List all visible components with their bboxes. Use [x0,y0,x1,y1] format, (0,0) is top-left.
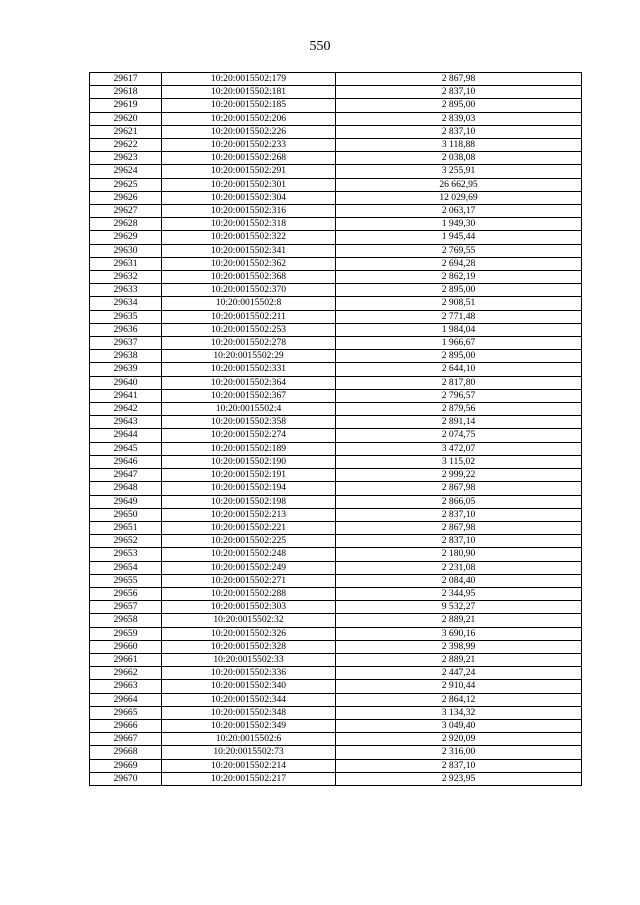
table-row [90,337,582,350]
table-row [90,667,582,680]
table-row [90,601,582,614]
row-number-cell: 29650 [90,508,162,521]
row-number-cell: 29622 [90,139,162,152]
value-cell: 3 472,07 [336,442,582,455]
cadastral-number-cell: 10:20:0015502:318 [162,218,336,231]
table-row [90,759,582,772]
cadastral-number-cell: 10:20:0015502:340 [162,680,336,693]
table-row [90,205,582,218]
cadastral-number-cell: 10:20:0015502:368 [162,271,336,284]
value-cell: 2 891,14 [336,416,582,429]
value-cell: 2 867,98 [336,521,582,534]
value-cell: 2 837,10 [336,535,582,548]
cadastral-number-cell: 10:20:0015502:211 [162,310,336,323]
cadastral-number-cell: 10:20:0015502:179 [162,73,336,86]
cadastral-number-cell: 10:20:0015502:217 [162,772,336,785]
value-cell: 2 180,90 [336,548,582,561]
cadastral-number-cell: 10:20:0015502:6 [162,733,336,746]
row-number-cell: 29644 [90,429,162,442]
table-row [90,482,582,495]
value-cell: 2 837,10 [336,508,582,521]
value-cell: 26 662,95 [336,178,582,191]
table-row [90,403,582,416]
value-cell: 2 920,09 [336,733,582,746]
cadastral-number-cell: 10:20:0015502:348 [162,706,336,719]
table-row [90,323,582,336]
value-cell: 2 074,75 [336,429,582,442]
cadastral-number-cell: 10:20:0015502:33 [162,653,336,666]
row-number-cell: 29666 [90,719,162,732]
table-row [90,535,582,548]
cadastral-number-cell: 10:20:0015502:253 [162,323,336,336]
table-row [90,508,582,521]
cadastral-number-cell: 10:20:0015502:29 [162,350,336,363]
value-cell: 2 769,55 [336,244,582,257]
cadastral-number-cell: 10:20:0015502:331 [162,363,336,376]
row-number-cell: 29632 [90,271,162,284]
row-number-cell: 29667 [90,733,162,746]
row-number-cell: 29633 [90,284,162,297]
value-cell: 9 532,27 [336,601,582,614]
table-row [90,733,582,746]
cadastral-number-cell: 10:20:0015502:214 [162,759,336,772]
value-cell: 2 796,57 [336,389,582,402]
value-cell: 2 038,08 [336,152,582,165]
row-number-cell: 29670 [90,772,162,785]
cadastral-number-cell: 10:20:0015502:268 [162,152,336,165]
cadastral-number-cell: 10:20:0015502:191 [162,469,336,482]
table-row [90,73,582,86]
cadastral-number-cell: 10:20:0015502:189 [162,442,336,455]
cadastral-number-cell: 10:20:0015502:73 [162,746,336,759]
value-cell: 2 867,98 [336,482,582,495]
cadastral-number-cell: 10:20:0015502:194 [162,482,336,495]
cadastral-number-cell: 10:20:0015502:181 [162,86,336,99]
row-number-cell: 29626 [90,191,162,204]
row-number-cell: 29655 [90,574,162,587]
value-cell: 2 879,56 [336,403,582,416]
row-number-cell: 29651 [90,521,162,534]
value-cell: 2 895,00 [336,350,582,363]
cadastral-number-cell: 10:20:0015502:278 [162,337,336,350]
value-cell: 3 690,16 [336,627,582,640]
row-number-cell: 29619 [90,99,162,112]
value-cell: 1 984,04 [336,323,582,336]
value-cell: 1 966,67 [336,337,582,350]
cadastral-number-cell: 10:20:0015502:249 [162,561,336,574]
table-row [90,86,582,99]
table-row [90,640,582,653]
row-number-cell: 29640 [90,376,162,389]
value-cell: 2 316,00 [336,746,582,759]
table-row [90,99,582,112]
cadastral-number-cell: 10:20:0015502:336 [162,667,336,680]
row-number-cell: 29654 [90,561,162,574]
table-row [90,706,582,719]
row-number-cell: 29657 [90,601,162,614]
value-cell: 2 231,08 [336,561,582,574]
table-row [90,389,582,402]
table-row [90,561,582,574]
cadastral-number-cell: 10:20:0015502:206 [162,112,336,125]
cadastral-number-cell: 10:20:0015502:233 [162,139,336,152]
row-number-cell: 29627 [90,205,162,218]
cadastral-number-cell: 10:20:0015502:185 [162,99,336,112]
value-cell: 1 945,44 [336,231,582,244]
table-row [90,363,582,376]
table-row [90,746,582,759]
value-cell: 3 049,40 [336,719,582,732]
row-number-cell: 29634 [90,297,162,310]
value-cell: 2 889,21 [336,614,582,627]
table-row [90,165,582,178]
value-cell: 2 839,03 [336,112,582,125]
row-number-cell: 29645 [90,442,162,455]
row-number-cell: 29658 [90,614,162,627]
row-number-cell: 29630 [90,244,162,257]
cadastral-number-cell: 10:20:0015502:370 [162,284,336,297]
cadastral-number-cell: 10:20:0015502:271 [162,574,336,587]
value-cell: 2 837,10 [336,125,582,138]
cadastral-number-cell: 10:20:0015502:362 [162,257,336,270]
cadastral-number-cell: 10:20:0015502:213 [162,508,336,521]
table-row [90,191,582,204]
table-row [90,587,582,600]
row-number-cell: 29635 [90,310,162,323]
row-number-cell: 29660 [90,640,162,653]
value-cell: 2 864,12 [336,693,582,706]
value-cell: 2 694,28 [336,257,582,270]
row-number-cell: 29653 [90,548,162,561]
row-number-cell: 29637 [90,337,162,350]
cadastral-number-cell: 10:20:0015502:226 [162,125,336,138]
table-body [90,73,582,786]
value-cell: 2 889,21 [336,653,582,666]
value-cell: 2 895,00 [336,284,582,297]
value-cell: 2 866,05 [336,495,582,508]
table-row [90,772,582,785]
row-number-cell: 29620 [90,112,162,125]
row-number-cell: 29625 [90,178,162,191]
cadastral-number-cell: 10:20:0015502:301 [162,178,336,191]
table-row [90,271,582,284]
table-row [90,680,582,693]
table-row [90,614,582,627]
table-row [90,442,582,455]
table-row [90,719,582,732]
table-row [90,231,582,244]
cadastral-number-cell: 10:20:0015502:4 [162,403,336,416]
row-number-cell: 29652 [90,535,162,548]
cadastral-number-cell: 10:20:0015502:8 [162,297,336,310]
table-row [90,455,582,468]
cadastral-number-cell: 10:20:0015502:364 [162,376,336,389]
value-cell: 3 255,91 [336,165,582,178]
cadastral-number-cell: 10:20:0015502:344 [162,693,336,706]
value-cell: 2 084,40 [336,574,582,587]
table-row [90,257,582,270]
value-cell: 12 029,69 [336,191,582,204]
table-row [90,139,582,152]
value-cell: 2 837,10 [336,759,582,772]
value-cell: 2 398,99 [336,640,582,653]
row-number-cell: 29665 [90,706,162,719]
cadastral-number-cell: 10:20:0015502:274 [162,429,336,442]
table-row [90,297,582,310]
row-number-cell: 29621 [90,125,162,138]
cadastral-number-cell: 10:20:0015502:198 [162,495,336,508]
row-number-cell: 29641 [90,389,162,402]
value-cell: 2 910,44 [336,680,582,693]
value-cell: 2 771,48 [336,310,582,323]
value-cell: 2 817,80 [336,376,582,389]
row-number-cell: 29661 [90,653,162,666]
row-number-cell: 29649 [90,495,162,508]
table-row [90,469,582,482]
table-row [90,284,582,297]
cadastral-number-cell: 10:20:0015502:326 [162,627,336,640]
cadastral-number-cell: 10:20:0015502:367 [162,389,336,402]
row-number-cell: 29618 [90,86,162,99]
row-number-cell: 29628 [90,218,162,231]
cadastral-number-cell: 10:20:0015502:291 [162,165,336,178]
value-cell: 2 895,00 [336,99,582,112]
row-number-cell: 29624 [90,165,162,178]
cadastral-number-cell: 10:20:0015502:288 [162,587,336,600]
value-cell: 2 644,10 [336,363,582,376]
row-number-cell: 29662 [90,667,162,680]
value-cell: 2 862,19 [336,271,582,284]
row-number-cell: 29639 [90,363,162,376]
table-row [90,521,582,534]
value-cell: 2 923,95 [336,772,582,785]
row-number-cell: 29629 [90,231,162,244]
value-cell: 3 115,02 [336,455,582,468]
table-row [90,376,582,389]
row-number-cell: 29659 [90,627,162,640]
table-row [90,244,582,257]
cadastral-number-cell: 10:20:0015502:328 [162,640,336,653]
cadastral-number-cell: 10:20:0015502:303 [162,601,336,614]
table-row [90,218,582,231]
row-number-cell: 29623 [90,152,162,165]
table-row [90,548,582,561]
row-number-cell: 29638 [90,350,162,363]
cadastral-number-cell: 10:20:0015502:316 [162,205,336,218]
table-row [90,178,582,191]
table-row [90,350,582,363]
value-cell: 2 999,22 [336,469,582,482]
row-number-cell: 29656 [90,587,162,600]
table-row [90,495,582,508]
row-number-cell: 29636 [90,323,162,336]
table-row [90,125,582,138]
row-number-cell: 29646 [90,455,162,468]
table-row [90,627,582,640]
cadastral-number-cell: 10:20:0015502:248 [162,548,336,561]
table-row [90,152,582,165]
cadastral-number-cell: 10:20:0015502:32 [162,614,336,627]
table-row [90,416,582,429]
row-number-cell: 29642 [90,403,162,416]
row-number-cell: 29669 [90,759,162,772]
value-cell: 2 908,51 [336,297,582,310]
value-cell: 2 447,24 [336,667,582,680]
cadastral-number-cell: 10:20:0015502:304 [162,191,336,204]
row-number-cell: 29668 [90,746,162,759]
row-number-cell: 29648 [90,482,162,495]
value-cell: 2 867,98 [336,73,582,86]
row-number-cell: 29664 [90,693,162,706]
page-number: 550 [309,39,331,54]
cadastral-number-cell: 10:20:0015502:322 [162,231,336,244]
value-cell: 2 837,10 [336,86,582,99]
value-cell: 2 063,17 [336,205,582,218]
cadastral-number-cell: 10:20:0015502:221 [162,521,336,534]
row-number-cell: 29631 [90,257,162,270]
cadastral-number-cell: 10:20:0015502:190 [162,455,336,468]
cadastral-number-cell: 10:20:0015502:341 [162,244,336,257]
cadastral-number-cell: 10:20:0015502:225 [162,535,336,548]
value-cell: 3 118,88 [336,139,582,152]
value-cell: 1 949,30 [336,218,582,231]
cadastral-number-cell: 10:20:0015502:349 [162,719,336,732]
table-row [90,310,582,323]
row-number-cell: 29663 [90,680,162,693]
table-row [90,112,582,125]
row-number-cell: 29643 [90,416,162,429]
value-cell: 2 344,95 [336,587,582,600]
table-row [90,574,582,587]
table-row [90,693,582,706]
table-row [90,653,582,666]
row-number-cell: 29617 [90,73,162,86]
cadastral-number-cell: 10:20:0015502:358 [162,416,336,429]
data-table [89,72,582,786]
value-cell: 3 134,32 [336,706,582,719]
table-row [90,429,582,442]
row-number-cell: 29647 [90,469,162,482]
